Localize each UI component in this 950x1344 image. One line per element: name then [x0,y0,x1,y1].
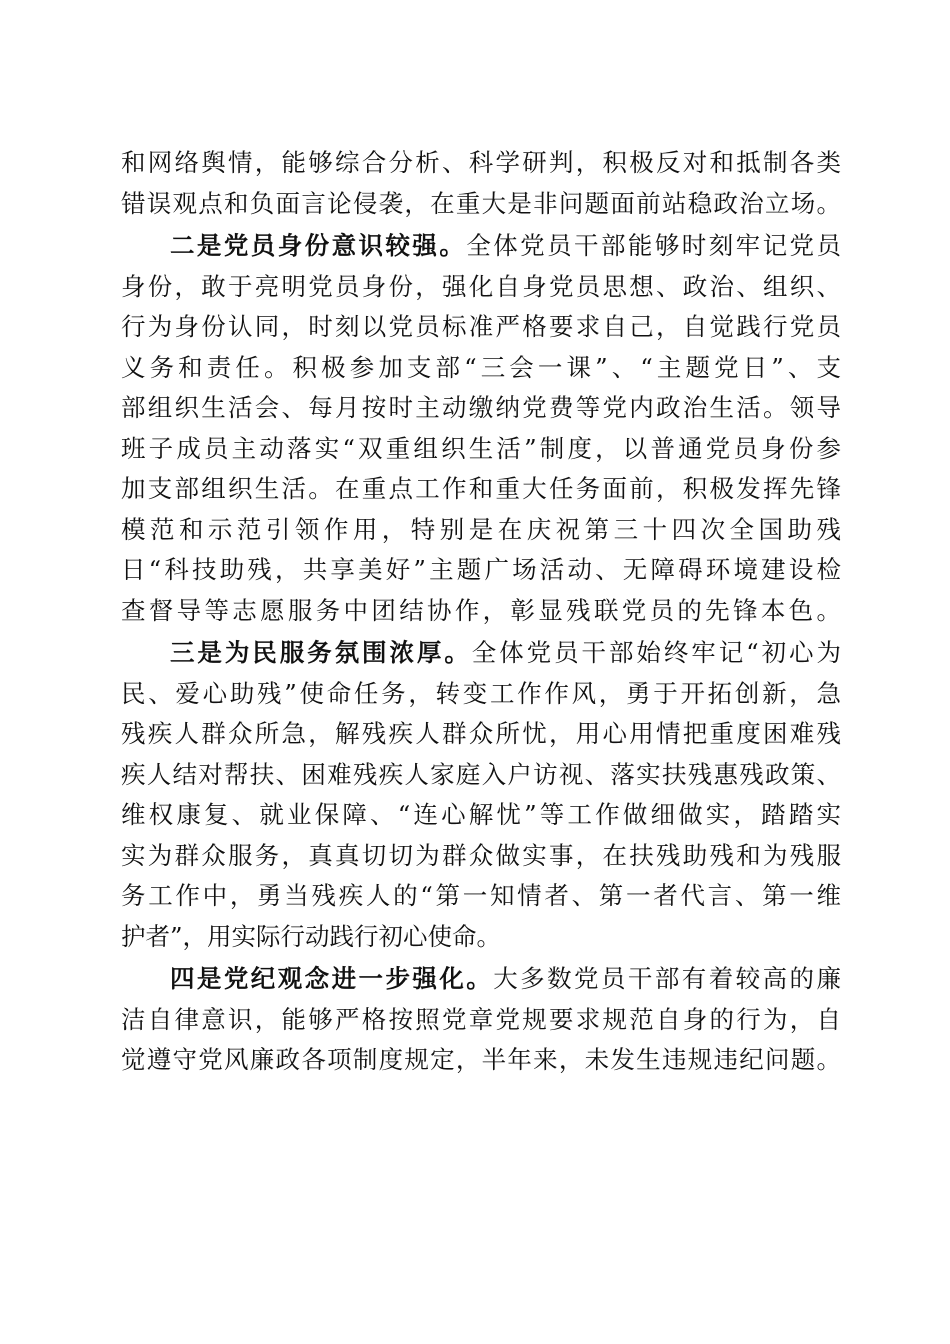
text-line-first [121,633,841,674]
text-line: 护者”，用实际行动践行初心使命。 [121,921,502,951]
text-line: 模范和示范引领作用，特别是在庆祝第三十四次全国助残 [121,514,841,544]
text-line: 查督导等志愿服务中团结协作，彰显残联党员的先锋本色。 [121,595,841,625]
text-line: 疾人结对帮扶、困难残疾人家庭入户访视、落实扶残惠残政策、 [121,759,841,789]
text-line-first [121,959,841,1000]
text-line: 实为群众服务，真真切切为群众做实事，在扶残助残和为残服 [121,840,841,870]
text-line: 错误观点和负面言论侵袭，在重大是非问题面前站稳政治立场。 [121,188,841,218]
text-line-rest: 全体党员干部能够时刻牢记党员 [466,231,841,260]
paragraph-2 [121,226,841,631]
document-body [121,143,841,1081]
text-line: 和网络舆情，能够综合分析、科学研判，积极反对和抵制各类 [121,148,841,177]
text-line: 维权康复、就业保障、“连心解忧”等工作做细做实，踏踏实 [121,800,841,829]
text-line: 民、爱心助残”使命任务，转变工作作风，勇于开拓创新，急 [121,678,841,708]
text-line: 残疾人群众所急，解残疾人群众所忧，用心用情把重度困难残 [121,719,841,748]
paragraph-3 [121,633,841,957]
paragraph-4 [121,959,841,1081]
text-line-rest: 全体党员干部始终牢记“初心为 [471,638,841,667]
text-line: 行为身份认同，时刻以党员标准严格要求自己，自觉践行党员 [121,312,841,341]
text-line-first [121,226,841,267]
text-line: 部组织生活会、每月按时主动缴纳党费等党内政治生活。领导 [121,393,841,422]
text-line: 觉遵守党风廉政各项制度规定，半年来，未发生违规违纪问题。 [121,1045,841,1074]
text-line: 洁自律意识，能够严格按照党章党规要求规范自身的行为，自 [121,1004,841,1034]
paragraph-lead-heading: 三是为民服务氛围浓厚。 [170,638,472,667]
text-line: 日“科技助残，共享美好”主题广场活动、无障碍环境建设检 [121,555,841,584]
paragraph-lead-heading: 二是党员身份意识较强。 [170,231,467,260]
text-line: 班子成员主动落实“双重组织生活”制度，以普通党员身份参 [121,433,841,463]
text-line: 加支部组织生活。在重点工作和重大任务面前，积极发挥先锋 [121,474,841,503]
paragraph-lead-heading: 四是党纪观念进一步强化。 [170,964,494,993]
text-line: 务工作中，勇当残疾人的“第一知情者、第一者代言、第一维 [121,881,841,910]
paragraph-1 [121,143,841,224]
text-line: 身份，敢于亮明党员身份，强化自身党员思想、政治、组织、 [121,271,841,301]
text-line: 义务和责任。积极参加支部“三会一课”、“主题党日”、支 [121,352,841,382]
text-line-rest: 大多数党员干部有着较高的廉 [493,964,841,993]
